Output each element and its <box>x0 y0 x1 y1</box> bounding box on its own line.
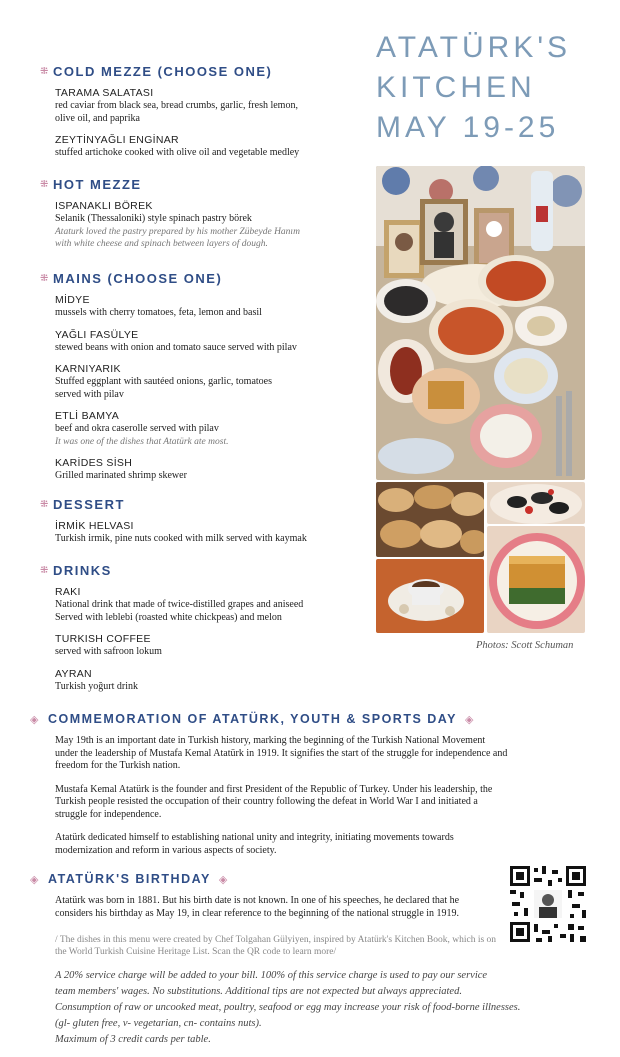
section-title: HOT MEZZE <box>53 177 142 192</box>
notice-line: Consumption of raw or uncooked meat, poultry, seafood or egg may increase your risk of food-borne illnesses. <box>55 1002 521 1013</box>
item-desc: beef and okra caserolle served with pilav <box>55 423 219 434</box>
item-name: TURKISH COFFEE <box>55 633 151 645</box>
item-name: ZEYTİNYAĞLI ENGİNAR <box>55 134 179 146</box>
section-title: MAINS (CHOOSE ONE) <box>53 271 223 286</box>
hot-mezze-section <box>40 177 340 259</box>
item-desc: stuffed artichoke cooked with olive oil and vegetable medley <box>55 147 300 158</box>
commemoration-section <box>30 712 510 857</box>
mains-section <box>40 271 340 491</box>
menu-item <box>40 457 340 483</box>
item-desc: stewed beans with onion and tomato sauce served with pilav <box>55 341 297 353</box>
section-title: COLD MEZZE (CHOOSE ONE) <box>53 64 273 79</box>
item-name: AYRAN <box>55 667 92 680</box>
item-desc: National drink that made of twice-distilled grapes and aniseed Served with leblebi (roasted white chickpeas) and melon <box>55 599 304 623</box>
drinks-section <box>40 563 340 702</box>
menu-item <box>40 520 340 546</box>
borek-photo <box>487 526 585 633</box>
item-desc: Grilled marinated shrimp skewer <box>55 469 187 481</box>
qr-code[interactable] <box>508 864 588 944</box>
menu-item <box>40 134 340 160</box>
coffee-photo <box>376 559 484 633</box>
item-name: KARNIYARIK <box>55 363 121 375</box>
food-spread-photo <box>376 166 585 480</box>
commemoration-paragraph: Atatürk dedicated himself to establishing national unity and integrity, initiating movements towards modernization and reform in various aspects of society. <box>55 832 454 856</box>
menu-item <box>40 363 340 401</box>
notice-line: Maximum of 3 credit cards per table. <box>55 1034 211 1045</box>
title-line: ATATÜRK'S <box>376 31 572 64</box>
item-desc: Turkish yoğurt drink <box>55 680 138 692</box>
item-name: ETLİ BAMYA <box>55 410 120 422</box>
notice-line: A 20% service charge will be added to your bill. 100% of this service charge is used to pay our service <box>55 970 488 981</box>
title-line: KITCHEN <box>376 71 536 104</box>
menu-title <box>376 28 606 148</box>
menu-item <box>40 668 340 694</box>
section-marker-icon: ⁜ <box>40 179 50 190</box>
item-desc: Stuffed eggplant with sautéed onions, garlic, tomatoes served with pilav <box>55 376 272 400</box>
menu-item <box>40 410 340 448</box>
service-notice <box>40 968 615 1048</box>
food-spread-illustration <box>376 166 585 480</box>
pastry-illustration <box>376 482 484 557</box>
mussels-photo <box>487 482 585 524</box>
photo-credit: Photos: Scott Schuman <box>476 640 574 651</box>
menu-item <box>40 200 340 250</box>
commemoration-paragraph: May 19th is an important date in Turkish history, marking the beginning of the Turkish National Movement under the leadership of Mustafa Kemal Atatürk in 1919. It signifies the start of the struggle for independence and freedom for the Turkish nation. <box>55 735 508 771</box>
section-title: DESSERT <box>53 497 125 512</box>
qr-code-graphic <box>508 864 588 944</box>
item-name: KARİDES SİSH <box>55 456 133 469</box>
diamond-ornament-icon: ◈ <box>30 713 40 726</box>
item-desc: red caviar from black sea, bread crumbs, garlic, fresh lemon, olive oil, and paprika <box>55 100 298 124</box>
item-note: Ataturk loved the pastry prepared by his mother Zübeyde Hanım with white cheese and spinach between layers of dough. <box>55 226 300 249</box>
mussels-illustration <box>487 482 585 524</box>
item-name: YAĞLI FASÜLYE <box>55 328 139 341</box>
diamond-ornament-icon: ◈ <box>30 873 40 886</box>
birthday-paragraph: Atatürk was born in 1881. But his birth date is not known. In one of his speeches, he declared that he considers his birthday as May 19, in clear reference to the beginning of the national struggle in 1919. <box>55 895 460 919</box>
menu-item <box>40 633 340 659</box>
section-marker-icon: ⁜ <box>40 273 50 284</box>
section-marker-icon: ⁜ <box>40 499 50 510</box>
notice-line: team members' wages. No substitutions. Additional tips are not expected but always appreciated. <box>55 986 462 997</box>
menu-item <box>40 586 340 624</box>
cold-mezze-section <box>40 64 340 169</box>
coffee-illustration <box>376 559 484 633</box>
section-marker-icon: ⁜ <box>40 565 50 576</box>
item-name: ISPANAKLI BÖREK <box>55 200 153 212</box>
commemoration-paragraph: Mustafa Kemal Atatürk is the founder and first President of the Republic of Turkey. Under his leadership, the Turkish people resisted the occupation of their country following the defeat in World War I and initiated a struggle for independence. <box>55 783 493 820</box>
menu-footnote: / The dishes in this menu were created by Chef Tolgahan Gülyiyen, inspired by Atatürk's Kitchen Book, which is on the World Turkish Cuisine Heritage List. Scan the QR code to learn more/ <box>55 935 497 957</box>
notice-line: (gl- gluten free, v- vegetarian, cn- contains nuts). <box>55 1018 262 1029</box>
item-name: RAKI <box>55 586 81 598</box>
menu-item <box>40 87 340 125</box>
diamond-ornament-icon: ◈ <box>218 873 229 886</box>
section-marker-icon: ⁜ <box>40 66 50 77</box>
title-line: MAY 19-25 <box>376 111 560 144</box>
item-desc: mussels with cherry tomatoes, feta, lemon and basil <box>55 307 262 318</box>
item-desc: served with safroon lokum <box>55 646 162 657</box>
item-desc: Turkish irmik, pine nuts cooked with milk served with kaymak <box>55 533 307 544</box>
section-title: DRINKS <box>53 563 112 578</box>
section-title: ATATÜRK'S BIRTHDAY <box>47 872 211 886</box>
dessert-section <box>40 497 340 555</box>
menu-item <box>40 329 340 355</box>
item-name: TARAMA SALATASI <box>55 87 154 99</box>
item-name: MİDYE <box>55 294 90 306</box>
menu-item <box>40 294 340 320</box>
item-desc: Selanik (Thessaloniki) style spinach pastry börek <box>55 213 252 224</box>
pastry-photo <box>376 482 484 557</box>
item-name: İRMİK HELVASI <box>55 520 134 532</box>
diamond-ornament-icon: ◈ <box>465 713 475 726</box>
section-title: COMMEMORATION OF ATATÜRK, YOUTH & SPORTS DAY <box>47 712 458 726</box>
item-note: It was one of the dishes that Atatürk ate most. <box>55 436 229 447</box>
borek-illustration <box>487 526 585 633</box>
birthday-section <box>30 872 490 920</box>
